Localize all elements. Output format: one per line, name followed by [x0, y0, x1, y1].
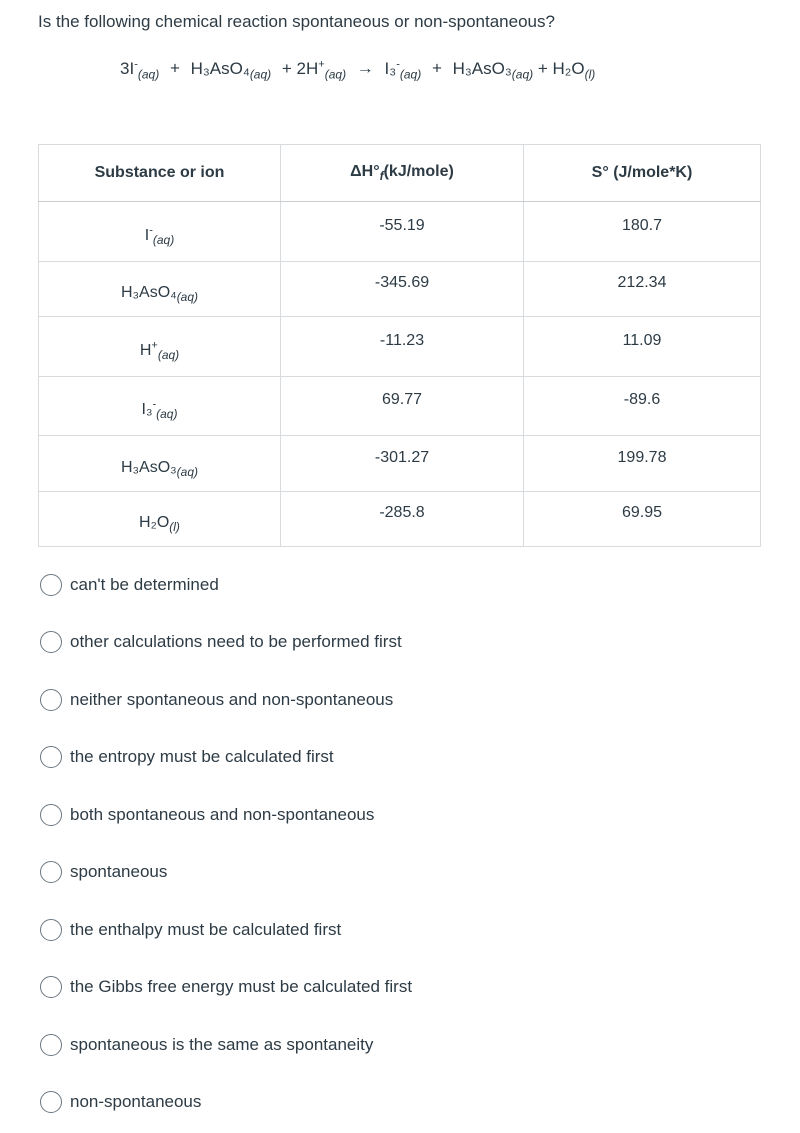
iodide-term: $3I^-_{(aq)}$ — [120, 58, 160, 82]
reaction-arrow: → — [356, 58, 374, 78]
answer-option[interactable] — [40, 627, 402, 657]
answer-option[interactable] — [40, 857, 167, 887]
entropy-cell: 212.34 — [524, 262, 761, 317]
enthalpy-cell: -55.19 — [281, 202, 524, 262]
option-label: non-spontaneous — [70, 1092, 202, 1111]
plus-sign: + — [431, 58, 442, 78]
answer-option[interactable] — [40, 972, 412, 1002]
triiodide-term: $I_3^-_{(aq)}$ — [384, 58, 422, 82]
answer-option[interactable] — [40, 1030, 373, 1060]
question-text: Is the following chemical reaction spontaneous or non-spontaneous? — [38, 12, 555, 31]
entropy-cell: -89.6 — [524, 377, 761, 436]
header-enthalpy: $\Delta H^\circ_f(kJ/mole)$ — [281, 145, 524, 202]
option-label: spontaneous is the same as spontaneity — [70, 1035, 374, 1054]
table-row — [39, 377, 761, 436]
option-label: the enthalpy must be calculated first — [70, 920, 342, 939]
enthalpy-cell: -285.8 — [281, 492, 524, 547]
substance-cell: $H_2O_{(l)}$ — [39, 492, 281, 547]
substance-cell: $I^-_{(aq)}$ — [39, 202, 281, 262]
header-substance: Substance or ion — [39, 145, 281, 202]
substance-cell: $I_3^-_{(aq)}$ — [39, 377, 281, 436]
table-row — [39, 436, 761, 492]
substance-cell: $H_3AsO_3_{(aq)}$ — [39, 436, 281, 492]
substance-cell: $H^+_{(aq)}$ — [39, 317, 281, 377]
answer-option[interactable] — [40, 742, 334, 772]
radio-button[interactable] — [40, 574, 62, 596]
hydrogen-term: + $2H^+_{(aq)}$ — [281, 58, 347, 82]
radio-button[interactable] — [40, 689, 62, 711]
answer-option[interactable] — [40, 570, 219, 600]
answer-option[interactable] — [40, 800, 374, 830]
enthalpy-cell: -301.27 — [281, 436, 524, 492]
table-row — [39, 262, 761, 317]
option-label: neither spontaneous and non-spontaneous — [70, 690, 394, 709]
radio-button[interactable] — [40, 861, 62, 883]
entropy-cell: 11.09 — [524, 317, 761, 377]
table-row — [39, 202, 761, 262]
option-label: can't be determined — [70, 575, 219, 594]
table-row — [39, 492, 761, 547]
radio-button[interactable] — [40, 976, 62, 998]
entropy-cell: 69.95 — [524, 492, 761, 547]
reaction-equation — [120, 58, 595, 81]
entropy-cell: 199.78 — [524, 436, 761, 492]
radio-button[interactable] — [40, 1034, 62, 1056]
header-entropy: S° (J/mole*K) — [524, 145, 761, 202]
water-term: + $H_2O_{(l)}$ — [537, 58, 596, 82]
substance-cell: $H_3AsO_4_{(aq)}$ — [39, 262, 281, 317]
enthalpy-cell: 69.77 — [281, 377, 524, 436]
radio-button[interactable] — [40, 919, 62, 941]
enthalpy-cell: -345.69 — [281, 262, 524, 317]
answer-option[interactable] — [40, 915, 341, 945]
radio-button[interactable] — [40, 746, 62, 768]
arsenous-acid-term: $H_3AsO_3_{(aq)}$ — [452, 58, 534, 82]
answer-option[interactable] — [40, 685, 393, 715]
thermo-data-table — [38, 144, 761, 547]
arsenic-acid-term: $H_3AsO_4_{(aq)}$ — [190, 58, 272, 82]
radio-button[interactable] — [40, 1091, 62, 1113]
option-label: spontaneous — [70, 862, 168, 881]
table-row — [39, 317, 761, 377]
plus-sign: + — [169, 58, 180, 78]
enthalpy-cell: -11.23 — [281, 317, 524, 377]
table-header-row — [39, 145, 761, 202]
radio-button[interactable] — [40, 804, 62, 826]
radio-button[interactable] — [40, 631, 62, 653]
option-label: both spontaneous and non-spontaneous — [70, 805, 375, 824]
option-label: other calculations need to be performed first — [70, 632, 402, 651]
option-label: the Gibbs free energy must be calculated first — [70, 977, 413, 996]
option-label: the entropy must be calculated first — [70, 747, 334, 766]
entropy-cell: 180.7 — [524, 202, 761, 262]
answer-option[interactable] — [40, 1087, 201, 1117]
